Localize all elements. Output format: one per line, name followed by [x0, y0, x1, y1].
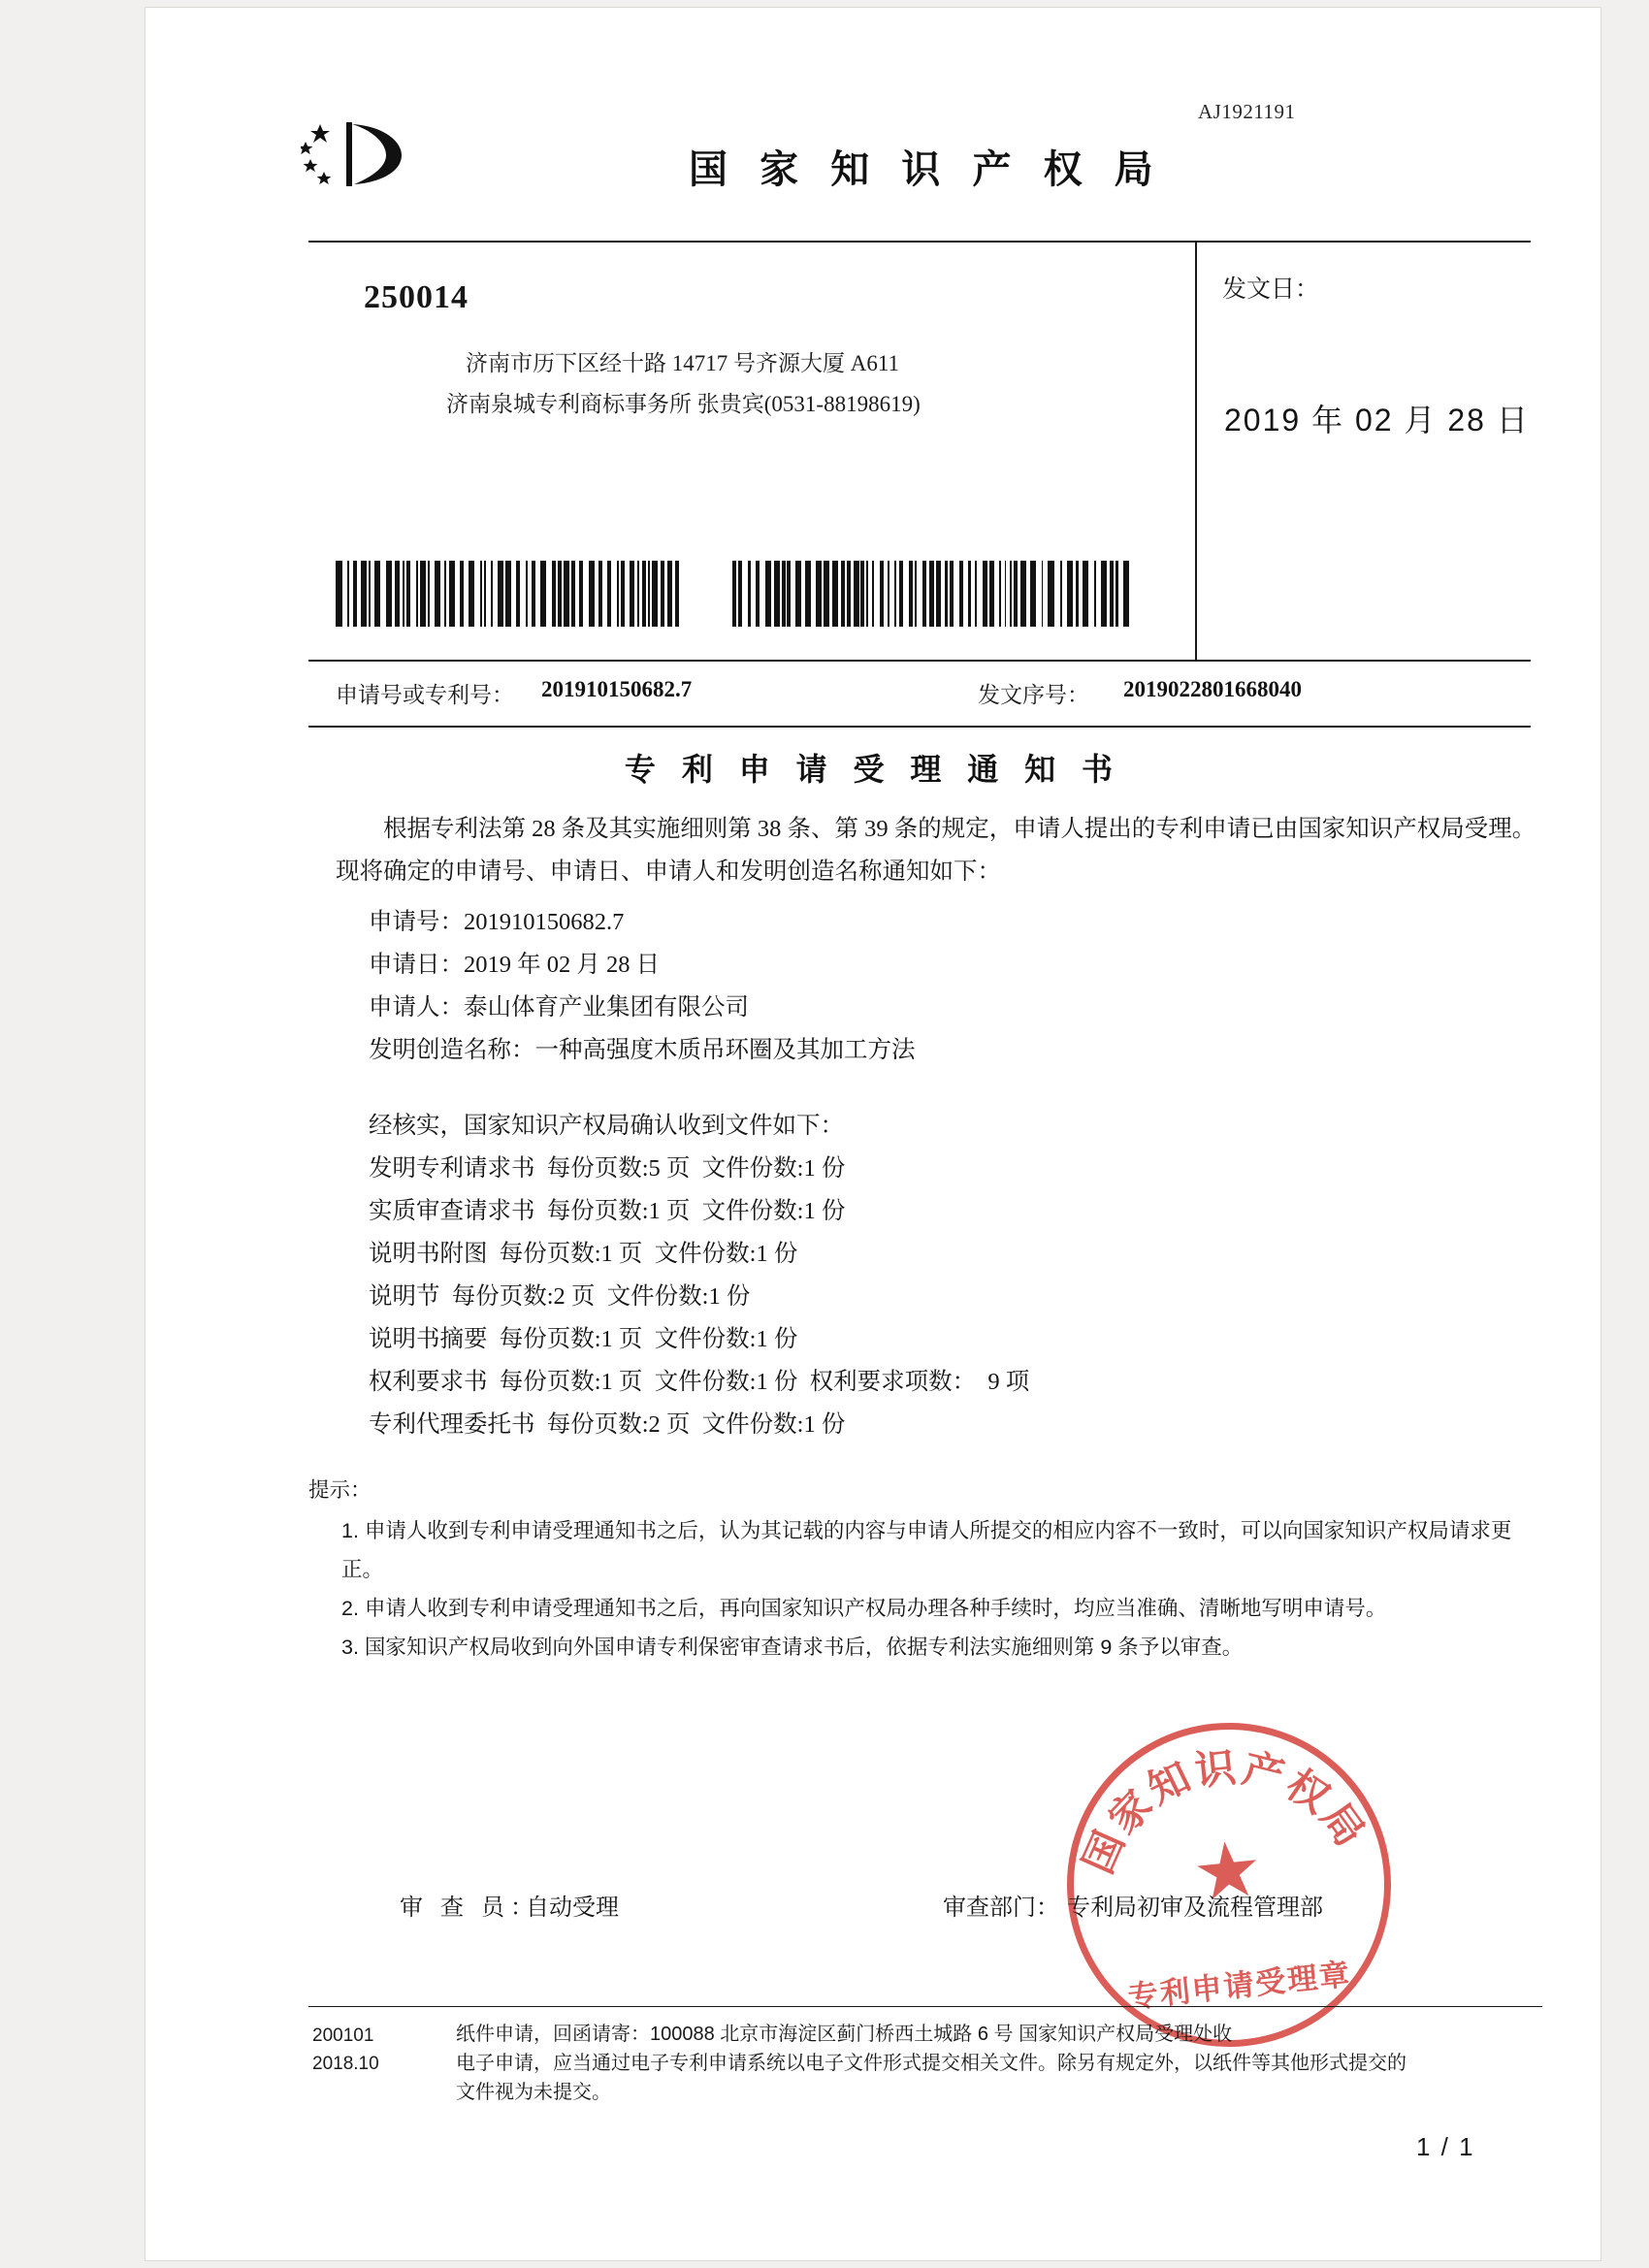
footer-form-code-line1: 200101: [312, 2025, 374, 2046]
address-line-1: 济南市历下区经十路 14717 号齐源大厦 A611: [466, 351, 900, 375]
address-line-2: 济南泉城专利商标事务所 张贵宾(0531-88198619): [446, 392, 921, 416]
document-item: 说明书附图 每份页数:1 页 文件份数:1 份: [369, 1241, 798, 1267]
serial-number-value: 2019022801668040: [1123, 677, 1302, 701]
frame-line-vertical: [1195, 241, 1197, 660]
frame-line-middle: [308, 660, 1531, 662]
field-invention-title: 发明创造名称：一种高强度木质吊环圈及其加工方法: [369, 1037, 916, 1063]
department-value: 专利局初审及流程管理部: [1067, 1895, 1323, 1921]
footer-text: [456, 2020, 1542, 2107]
issue-date-label: 发文日：: [1222, 276, 1320, 303]
document-item: 说明书摘要 每份页数:1 页 文件份数:1 份: [369, 1326, 798, 1352]
organization-title: 国 家 知 识 产 权 局: [689, 148, 1164, 191]
serial-number-label: 发文序号：: [978, 683, 1089, 707]
notes-section: [308, 1471, 1540, 1667]
document-item: 权利要求书 每份页数:1 页 文件份数:1 份 权利要求项数： 9 项: [369, 1369, 1030, 1395]
document-item: 说明节 每份页数:2 页 文件份数:1 份: [369, 1283, 751, 1310]
examiner-value: 自动受理: [526, 1895, 619, 1921]
footer-text-line2: 电子申请，应当通过电子专利申请系统以电子文件形式提交相关文件。除另有规定外，以纸件等其他形式提交的: [456, 2053, 1406, 2074]
seal-arc-text: 国家知识产权局: [1074, 1743, 1375, 1881]
note-item: 1. 申请人收到专利申请受理通知书之后，认为其记载的内容与申请人所提交的相应内容不一致时，可以向国家知识产权局请求更正。: [341, 1519, 1512, 1581]
seal-star-icon: ★: [1188, 1826, 1267, 1919]
notes-heading: 提示：: [308, 1478, 372, 1502]
field-application-date: 申请日：2019 年 02 月 28 日: [369, 952, 661, 978]
issue-date-value: 2019 年 02 月 28 日: [1224, 403, 1530, 437]
document-item: 实质审查请求书 每份页数:1 页 文件份数:1 份: [369, 1198, 846, 1224]
footer-text-line1: 纸件申请，回函请寄：100088 北京市海淀区蓟门桥西土城路 6 号 国家知识产权局受理处收: [456, 2024, 1233, 2045]
document-title: 专 利 申 请 受 理 通 知 书: [624, 752, 1122, 787]
footer-form-code: [312, 2022, 379, 2078]
note-item: 2. 申请人收到专利申请受理通知书之后，再向国家知识产权局办理各种手续时，均应当准确、清晰地写明申请号。: [341, 1597, 1387, 1620]
national-emblem-icon: [301, 116, 417, 192]
barcode-serial-number: [732, 561, 1135, 627]
footer-text-line3: 文件视为未提交。: [456, 2082, 611, 2103]
footer-divider: [308, 2006, 1542, 2007]
body-intro: 根据专利法第 28 条及其实施细则第 38 条、第 39 条的规定，申请人提出的专利申请已由国家知识产权局受理。现将确定的申请号、申请日、申请人和发明创造名称通知如下：: [336, 816, 1536, 885]
document-item: 发明专利请求书 每份页数:5 页 文件份数:1 份: [369, 1155, 846, 1182]
seal-bottom-text: 专利申请受理章: [1126, 1957, 1353, 2015]
paper-sheet: [146, 8, 1600, 2260]
postcode: 250014: [364, 279, 469, 315]
field-applicant: 申请人：泰山体育产业集团有限公司: [369, 994, 749, 1021]
body-spacer: [336, 1072, 1538, 1105]
document-id: AJ1921191: [1198, 100, 1296, 123]
note-item: 3. 国家知识产权局收到向外国申请专利保密审查请求书后，依据专利法实施细则第 9 条予以审查。: [341, 1636, 1244, 1659]
application-number-value: 201910150682.7: [541, 677, 693, 701]
frame-line-bottom: [308, 726, 1531, 728]
documents-intro: 经核实，国家知识产权局确认收到文件如下：: [369, 1113, 844, 1139]
footer-form-code-line2: 2018.10: [312, 2054, 379, 2074]
document-body: [336, 808, 1538, 1446]
field-application-number: 申请号：201910150682.7: [369, 909, 625, 935]
page-number: 1 / 1: [1416, 2132, 1475, 2161]
seal-inner: [1058, 1714, 1400, 2056]
department-label: 审查部门：: [943, 1895, 1059, 1921]
official-seal: [1051, 1706, 1406, 2062]
examiner-label: 审 查 员：: [400, 1895, 539, 1921]
frame-line-top: [308, 241, 1531, 243]
barcode-application-number: [336, 561, 683, 627]
application-number-label: 申请号或专利号：: [336, 683, 514, 707]
document-item: 专利代理委托书 每份页数:2 页 文件份数:1 份: [369, 1411, 846, 1438]
